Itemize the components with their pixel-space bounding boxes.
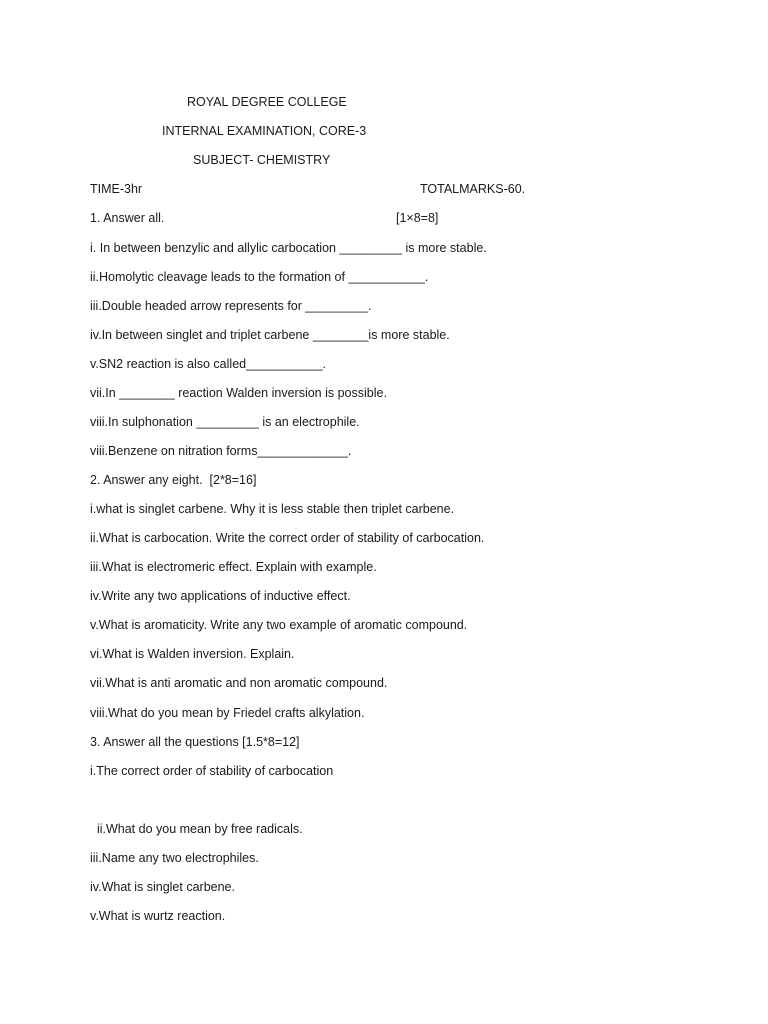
college-name: ROYAL DEGREE COLLEGE <box>187 95 347 109</box>
section2-question: i.what is singlet carbene. Why it is less stable then triplet carbene. <box>90 502 455 516</box>
section3-question: ii.What do you mean by free radicals. <box>90 822 303 836</box>
section2-question: iii.What is electromeric effect. Explain with example. <box>90 560 377 574</box>
exam-title: INTERNAL EXAMINATION, CORE-3 <box>162 124 367 138</box>
section1-question: i. In between benzylic and allylic carbocation _________ is more stable. <box>90 241 487 255</box>
section1-question: iii.Double headed arrow represents for _________. <box>90 299 372 313</box>
section1-marks: [1×8=8] <box>396 211 439 225</box>
section2-question: vi.What is Walden inversion. Explain. <box>90 647 295 661</box>
section2-question: vii.What is anti aromatic and non aromatic compound. <box>90 676 388 690</box>
section2-question: v.What is aromaticity. Write any two example of aromatic compound. <box>90 618 468 632</box>
section1-question: ii.Homolytic cleavage leads to the formation of ___________. <box>90 270 429 284</box>
section3-question: v.What is wurtz reaction. <box>90 909 226 923</box>
section1-question: viii.Benzene on nitration forms_____________. <box>90 444 352 458</box>
time-label: TIME-3hr <box>90 182 143 196</box>
section3-question: i.The correct order of stability of carbocation <box>90 764 334 778</box>
section2-question: ii.What is carbocation. Write the correct order of stability of carbocation. <box>90 531 485 545</box>
total-marks-label: TOTALMARKS-60. <box>420 182 526 196</box>
section2-heading: 2. Answer any eight. [2*8=16] <box>90 473 257 487</box>
section1-question: v.SN2 reaction is also called___________. <box>90 357 327 371</box>
section2-question: iv.Write any two applications of inductive effect. <box>90 589 351 603</box>
section3-question: iii.Name any two electrophiles. <box>90 851 259 865</box>
subject-title: SUBJECT- CHEMISTRY <box>193 153 331 167</box>
section1-question: viii.In sulphonation _________ is an electrophile. <box>90 415 360 429</box>
section2-question: viii.What do you mean by Friedel crafts alkylation. <box>90 706 365 720</box>
section1-question: vii.In ________ reaction Walden inversion is possible. <box>90 386 387 400</box>
section3-heading: 3. Answer all the questions [1.5*8=12] <box>90 735 300 749</box>
section1-question: iv.In between singlet and triplet carbene ________is more stable. <box>90 328 450 342</box>
section1-heading: 1. Answer all. <box>90 211 165 225</box>
section3-question: iv.What is singlet carbene. <box>90 880 235 894</box>
